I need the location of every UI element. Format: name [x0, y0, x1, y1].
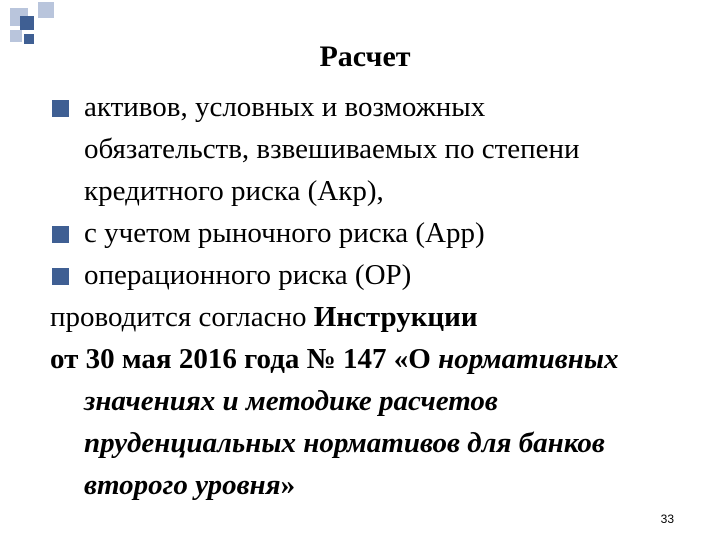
bullet-text-line: обязательств, взвешиваемых по степени — [84, 133, 580, 165]
instruction-name-line — [50, 464, 710, 506]
bullet-text-line: кредитного риска (Акр), — [84, 175, 384, 207]
bullet-text-line: активов, условных и возможных — [84, 91, 486, 123]
instruction-name-text: нормативных — [438, 343, 619, 375]
bullet-item — [50, 254, 710, 296]
paragraph-text: проводится согласно — [50, 301, 314, 333]
paragraph-line — [50, 296, 710, 338]
instruction-name-line: пруденциальных нормативов для банков — [84, 427, 605, 459]
paragraph-line — [50, 338, 710, 380]
square-bullet-icon — [52, 100, 69, 117]
square-bullet-icon — [52, 268, 69, 285]
bullet-item — [50, 86, 710, 212]
instruction-name-text: второго уровня — [84, 469, 281, 501]
square-bullet-icon — [52, 226, 69, 243]
bullet-text-line: операционного риска (ОР) — [84, 259, 412, 291]
bullet-text-line: с учетом рыночного риска (Арр) — [84, 217, 485, 249]
bullet-item — [50, 212, 710, 254]
instruction-link-text: Инструкции — [313, 301, 478, 333]
slide-title: Расчет — [319, 40, 411, 73]
instruction-name-line: значениях и методике расчетов — [84, 385, 498, 417]
page-number: 33 — [660, 512, 674, 526]
slide-body — [50, 86, 710, 506]
closing-quote: » — [280, 469, 296, 501]
instruction-date-text: от 30 мая 2016 года № 147 «О — [50, 343, 439, 375]
